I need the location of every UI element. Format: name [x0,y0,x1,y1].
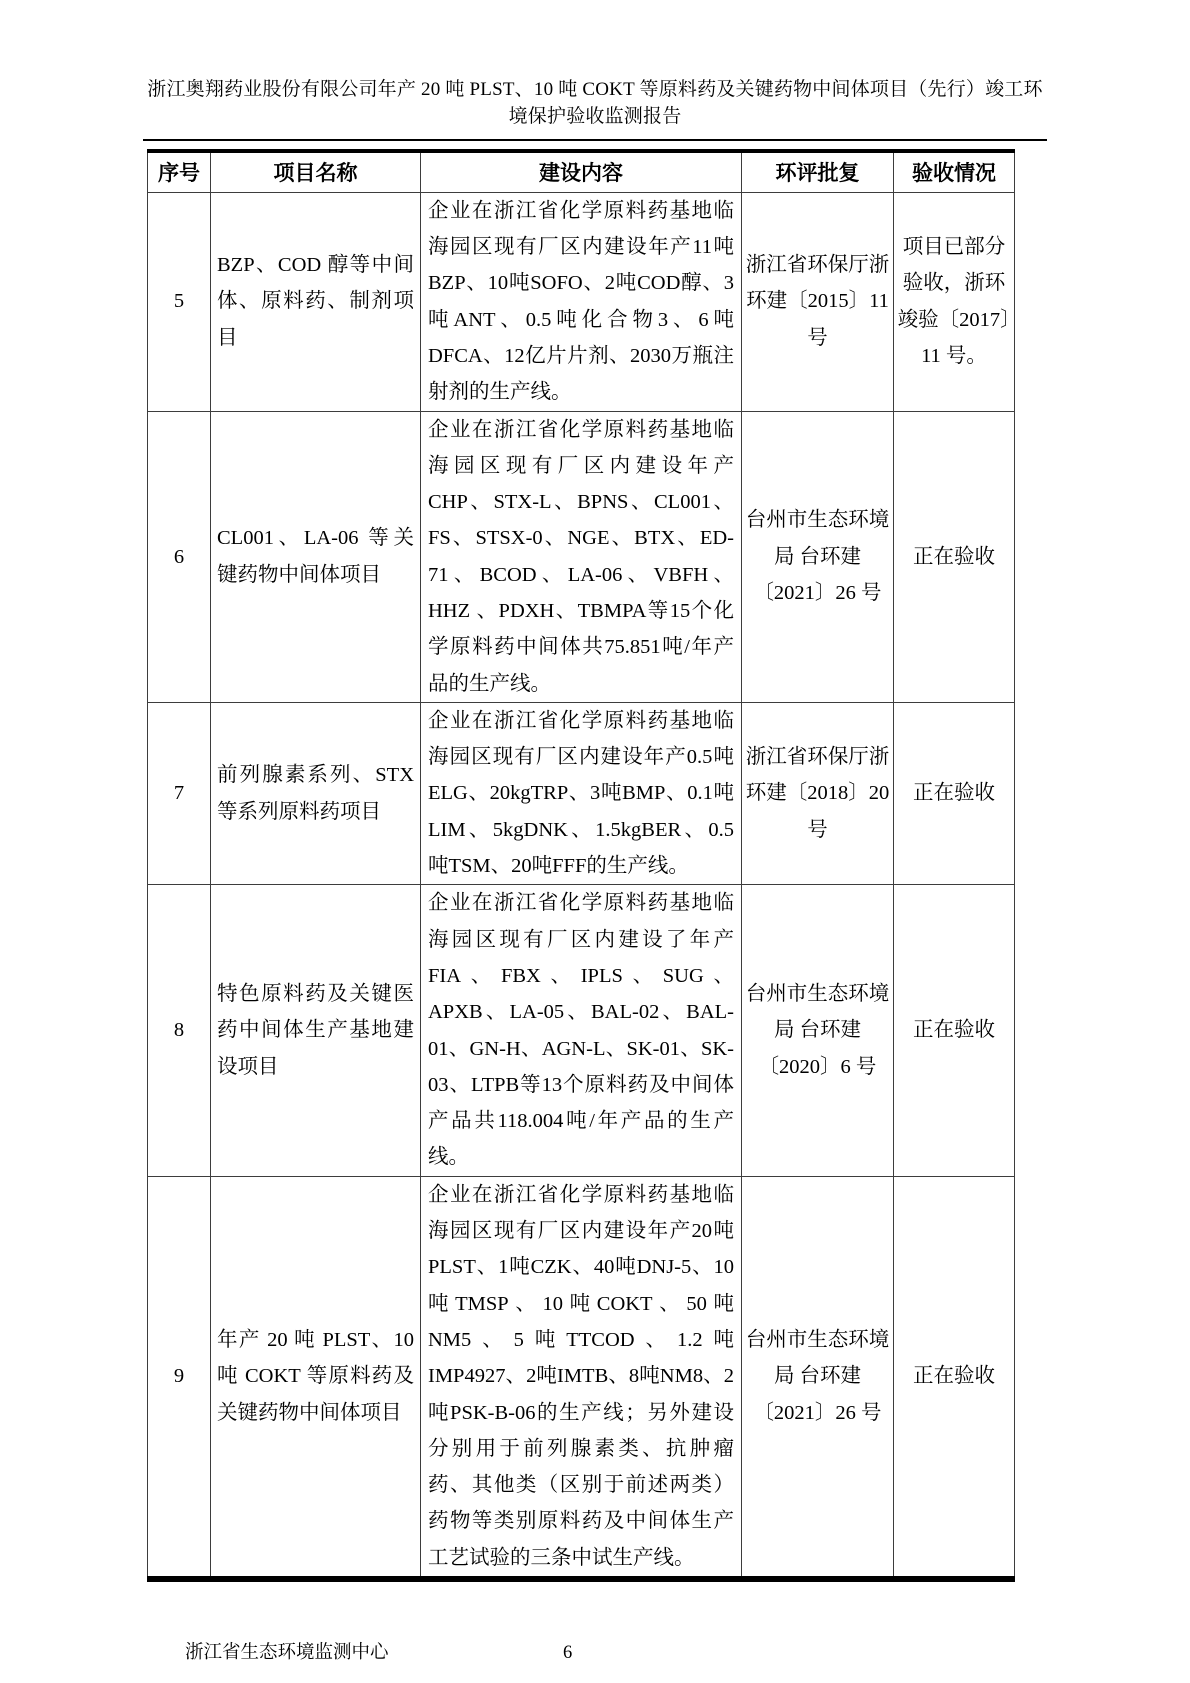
projects-table [147,149,1015,1582]
eia-approval-cell: 台州市生态环境局 台环建〔2021〕26 号 [742,411,894,702]
table-row [148,411,1015,702]
construction-content-cell: 企业在浙江省化学原料药基地临海园区现有厂区内建设年产CHP、STX-L、BPNS、CL001、FS、STSX-0、NGE、BTX、ED-71、BCOD、LA-06、VBFH、HHZ 、PDXH、TBMPA等15个化学原料药中间体共75.851吨/年产品的生产线。 [421,411,742,702]
table-row [148,885,1015,1176]
seq-cell: 9 [148,1176,211,1579]
project-name-cell: BZP、COD 醇等中间体、原料药、制剂项目 [211,192,421,411]
acceptance-status-cell: 正在验收 [894,702,1015,884]
table-row [148,1176,1015,1579]
table-row [148,702,1015,884]
construction-content-cell: 企业在浙江省化学原料药基地临海园区现有厂区内建设年产11吨BZP、10吨SOFO、2吨COD醇、3吨ANT、0.5吨化合物3、6吨DFCA、12亿片片剂、2030万瓶注射剂的生产线。 [421,192,742,411]
construction-content-cell: 企业在浙江省化学原料药基地临海园区现有厂区内建设年产0.5吨ELG、20kgTRP、3吨BMP、0.1吨LIM、5kgDNK、1.5kgBER、0.5吨TSM、20吨FFF的生产线。 [421,702,742,884]
project-name-cell: 年产 20 吨 PLST、10 吨 COKT 等原料药及关键药物中间体项目 [211,1176,421,1579]
column-header-eia-approval: 环评批复 [742,151,894,192]
project-name-cell: CL001、LA-06 等关键药物中间体项目 [211,411,421,702]
column-header-project-name: 项目名称 [211,151,421,192]
seq-cell: 5 [148,192,211,411]
seq-cell: 8 [148,885,211,1176]
acceptance-status-cell: 项目已部分验收，浙环竣验〔2017〕11 号。 [894,192,1015,411]
table-row [148,192,1015,411]
eia-approval-cell: 浙江省环保厅浙环建〔2015〕11 号 [742,192,894,411]
column-header-seq: 序号 [148,151,211,192]
page-number: 6 [563,1643,573,1663]
table-header-row [148,151,1015,192]
eia-approval-cell: 台州市生态环境局 台环建〔2020〕6 号 [742,885,894,1176]
acceptance-status-cell: 正在验收 [894,411,1015,702]
project-name-cell: 特色原料药及关键医药中间体生产基地建设项目 [211,885,421,1176]
seq-cell: 6 [148,411,211,702]
title-divider [143,139,1047,141]
construction-content-cell: 企业在浙江省化学原料药基地临海园区现有厂区内建设年产20吨PLST、1吨CZK、40吨DNJ-5、10吨TMSP、10吨COKT、50吨NM5、5吨TTCOD、1.2吨IMP4927、2吨IMTB、8吨NM8、2吨PSK-B-06的生产线；另外建设分别用于前列腺素类、抗肿瘤药、其他类（区别于前述两类）药物等类别原料药及中间体生产工艺试验的三条中试生产线。 [421,1176,742,1579]
acceptance-status-cell: 正在验收 [894,1176,1015,1579]
construction-content-cell: 企业在浙江省化学原料药基地临海园区现有厂区内建设了年产FIA、FBX、IPLS、SUG、APXB、LA-05、BAL-02、BAL-01、GN-H、AGN-L、SK-01、SK-03、LTPB等13个原料药及中间体产品共118.004吨/年产品的生产线。 [421,885,742,1176]
seq-cell: 7 [148,702,211,884]
eia-approval-cell: 台州市生态环境局 台环建〔2021〕26 号 [742,1176,894,1579]
eia-approval-cell: 浙江省环保厅浙环建〔2018〕20 号 [742,702,894,884]
footer-org-name: 浙江省生态环境监测中心 [185,1643,389,1663]
document-title: 浙江奥翔药业股份有限公司年产 20 吨 PLST、10 吨 COKT 等原料药及关键药物中间体项目（先行）竣工环境保护验收监测报告 [147,79,1043,127]
page-footer [143,1640,1047,1666]
column-header-construction-content: 建设内容 [421,151,742,192]
acceptance-status-cell: 正在验收 [894,885,1015,1176]
project-name-cell: 前列腺素系列、STX 等系列原料药项目 [211,702,421,884]
column-header-acceptance-status: 验收情况 [894,151,1015,192]
